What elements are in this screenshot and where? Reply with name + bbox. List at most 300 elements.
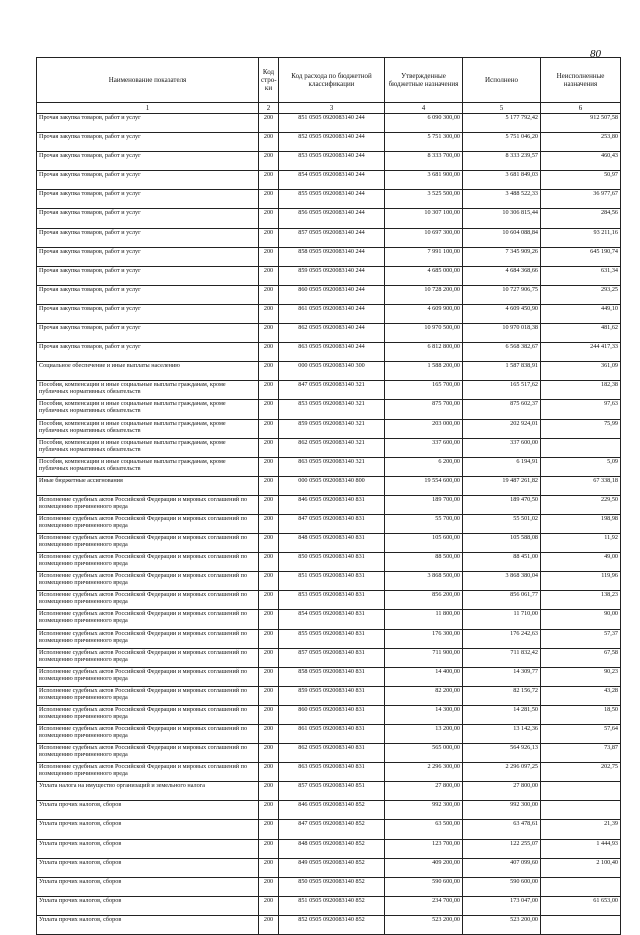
row-executed: 176 242,63 — [463, 629, 541, 648]
row-approved: 3 868 500,00 — [385, 572, 463, 591]
row-line-code: 200 — [259, 744, 279, 763]
row-approved: 19 554 600,00 — [385, 476, 463, 495]
row-approved: 189 700,00 — [385, 495, 463, 514]
table-row — [37, 839, 621, 858]
row-approved: 856 200,00 — [385, 591, 463, 610]
row-expense-code: 859 0505 0920083140 244 — [279, 266, 385, 285]
column-number: 5 — [463, 103, 541, 114]
row-line-code: 200 — [259, 285, 279, 304]
row-line-code: 200 — [259, 133, 279, 152]
row-unexecuted: 2 100,40 — [541, 858, 621, 877]
header-line-code: Код стро-ки — [259, 58, 279, 103]
row-executed: 105 588,08 — [463, 534, 541, 553]
row-executed: 590 600,00 — [463, 877, 541, 896]
row-name: Исполнение судебных актов Российской Федерации и мировых соглашений по возмещению причиненного вреда — [37, 495, 259, 514]
table-row — [37, 152, 621, 171]
row-line-code: 200 — [259, 476, 279, 495]
table-row — [37, 343, 621, 362]
table-row — [37, 400, 621, 419]
row-name: Прочая закупка товаров, работ и услуг — [37, 114, 259, 133]
row-executed: 27 800,00 — [463, 782, 541, 801]
row-unexecuted: 97,63 — [541, 400, 621, 419]
row-expense-code: 854 0505 0920083140 244 — [279, 171, 385, 190]
row-executed: 5 177 792,42 — [463, 114, 541, 133]
row-unexecuted: 119,96 — [541, 572, 621, 591]
row-unexecuted: 75,99 — [541, 419, 621, 438]
row-expense-code: 000 0505 0920083140 300 — [279, 362, 385, 381]
row-approved: 711 900,00 — [385, 648, 463, 667]
row-approved: 10 728 200,00 — [385, 285, 463, 304]
row-name: Уплата прочих налогов, сборов — [37, 858, 259, 877]
row-line-code: 200 — [259, 190, 279, 209]
row-name: Пособия, компенсации и иные социальные выплаты гражданам, кроме публичных нормативных обязательств — [37, 438, 259, 457]
row-expense-code: 863 0505 0920083140 321 — [279, 457, 385, 476]
row-executed: 63 478,61 — [463, 820, 541, 839]
row-name: Исполнение судебных актов Российской Федерации и мировых соглашений по возмещению причиненного вреда — [37, 591, 259, 610]
row-line-code: 200 — [259, 553, 279, 572]
row-name: Исполнение судебных актов Российской Федерации и мировых соглашений по возмещению причиненного вреда — [37, 514, 259, 533]
row-approved: 105 600,00 — [385, 534, 463, 553]
row-approved: 1 588 200,00 — [385, 362, 463, 381]
row-unexecuted: 11,92 — [541, 534, 621, 553]
row-approved: 88 500,00 — [385, 553, 463, 572]
table-row — [37, 495, 621, 514]
row-name: Исполнение судебных актов Российской Федерации и мировых соглашений по возмещению причиненного вреда — [37, 667, 259, 686]
row-line-code: 200 — [259, 648, 279, 667]
row-line-code: 200 — [259, 438, 279, 457]
row-unexecuted: 57,37 — [541, 629, 621, 648]
row-executed: 202 924,01 — [463, 419, 541, 438]
row-expense-code: 860 0505 0920083140 831 — [279, 705, 385, 724]
row-name: Социальное обеспечение и иные выплаты населению — [37, 362, 259, 381]
header-executed: Исполнено — [463, 58, 541, 103]
table-row — [37, 457, 621, 476]
table-row — [37, 820, 621, 839]
row-approved: 13 200,00 — [385, 725, 463, 744]
row-executed: 5 751 046,20 — [463, 133, 541, 152]
row-expense-code: 863 0505 0920083140 831 — [279, 763, 385, 782]
table-row — [37, 381, 621, 400]
row-executed: 10 970 018,38 — [463, 324, 541, 343]
row-name: Прочая закупка товаров, работ и услуг — [37, 171, 259, 190]
row-executed: 1 587 838,91 — [463, 362, 541, 381]
row-expense-code: 853 0505 0920083140 244 — [279, 152, 385, 171]
row-approved: 27 800,00 — [385, 782, 463, 801]
row-approved: 3 681 900,00 — [385, 171, 463, 190]
table-row — [37, 190, 621, 209]
row-line-code: 200 — [259, 381, 279, 400]
row-name: Уплата прочих налогов, сборов — [37, 839, 259, 858]
row-executed: 856 061,77 — [463, 591, 541, 610]
row-line-code: 200 — [259, 457, 279, 476]
row-approved: 63 500,00 — [385, 820, 463, 839]
column-number: 4 — [385, 103, 463, 114]
column-number: 3 — [279, 103, 385, 114]
row-expense-code: 858 0505 0920083140 831 — [279, 667, 385, 686]
row-unexecuted: 67 338,18 — [541, 476, 621, 495]
row-name: Пособия, компенсации и иные социальные выплаты гражданам, кроме публичных нормативных обязательств — [37, 381, 259, 400]
table-row — [37, 686, 621, 705]
row-executed: 7 345 909,26 — [463, 247, 541, 266]
row-unexecuted: 36 977,67 — [541, 190, 621, 209]
row-approved: 203 000,00 — [385, 419, 463, 438]
row-expense-code: 859 0505 0920083140 831 — [279, 686, 385, 705]
row-expense-code: 859 0505 0920083140 321 — [279, 419, 385, 438]
table-row — [37, 171, 621, 190]
row-line-code: 200 — [259, 782, 279, 801]
row-unexecuted: 229,50 — [541, 495, 621, 514]
row-line-code: 200 — [259, 171, 279, 190]
row-unexecuted: 631,34 — [541, 266, 621, 285]
row-line-code: 200 — [259, 152, 279, 171]
row-approved: 409 200,00 — [385, 858, 463, 877]
row-line-code: 200 — [259, 858, 279, 877]
row-unexecuted: 284,56 — [541, 209, 621, 228]
row-approved: 590 600,00 — [385, 877, 463, 896]
row-name: Уплата прочих налогов, сборов — [37, 915, 259, 934]
column-number: 6 — [541, 103, 621, 114]
row-name: Исполнение судебных актов Российской Федерации и мировых соглашений по возмещению причиненного вреда — [37, 572, 259, 591]
row-line-code: 200 — [259, 304, 279, 323]
row-line-code: 200 — [259, 228, 279, 247]
header-unexecuted: Неисполненные назначения — [541, 58, 621, 103]
table-row — [37, 725, 621, 744]
row-name: Уплата прочих налогов, сборов — [37, 877, 259, 896]
row-approved: 234 700,00 — [385, 896, 463, 915]
budget-execution-table — [36, 57, 621, 935]
row-name: Прочая закупка товаров, работ и услуг — [37, 190, 259, 209]
row-executed: 4 609 450,90 — [463, 304, 541, 323]
row-line-code: 200 — [259, 591, 279, 610]
table-row — [37, 266, 621, 285]
row-line-code: 200 — [259, 763, 279, 782]
row-name: Исполнение судебных актов Российской Федерации и мировых соглашений по возмещению причиненного вреда — [37, 648, 259, 667]
table-row — [37, 228, 621, 247]
row-name: Уплата прочих налогов, сборов — [37, 820, 259, 839]
row-expense-code: 850 0505 0920083140 852 — [279, 877, 385, 896]
row-line-code: 200 — [259, 820, 279, 839]
row-executed: 189 470,50 — [463, 495, 541, 514]
row-expense-code: 860 0505 0920083140 244 — [279, 285, 385, 304]
row-line-code: 200 — [259, 896, 279, 915]
row-name: Пособия, компенсации и иные социальные выплаты гражданам, кроме публичных нормативных обязательств — [37, 400, 259, 419]
table-row — [37, 534, 621, 553]
row-name: Иные бюджетные ассигнования — [37, 476, 259, 495]
table-row — [37, 610, 621, 629]
row-unexecuted: 18,50 — [541, 705, 621, 724]
row-unexecuted — [541, 915, 621, 934]
row-approved: 10 970 500,00 — [385, 324, 463, 343]
row-expense-code: 852 0505 0920083140 244 — [279, 133, 385, 152]
row-unexecuted: 1 444,93 — [541, 839, 621, 858]
row-executed: 992 300,00 — [463, 801, 541, 820]
table-row — [37, 858, 621, 877]
row-approved: 14 300,00 — [385, 705, 463, 724]
row-line-code: 200 — [259, 209, 279, 228]
row-line-code: 200 — [259, 114, 279, 133]
row-executed: 14 281,50 — [463, 705, 541, 724]
row-executed: 3 868 380,04 — [463, 572, 541, 591]
row-approved: 4 685 000,00 — [385, 266, 463, 285]
row-line-code: 200 — [259, 495, 279, 514]
row-executed: 6 194,91 — [463, 457, 541, 476]
table-row — [37, 553, 621, 572]
row-expense-code: 853 0505 0920083140 321 — [279, 400, 385, 419]
row-name: Прочая закупка товаров, работ и услуг — [37, 133, 259, 152]
row-executed: 8 333 239,57 — [463, 152, 541, 171]
row-approved: 992 300,00 — [385, 801, 463, 820]
table-row — [37, 324, 621, 343]
table-row — [37, 114, 621, 133]
row-approved: 4 609 900,00 — [385, 304, 463, 323]
row-executed: 875 602,37 — [463, 400, 541, 419]
row-expense-code: 855 0505 0920083140 244 — [279, 190, 385, 209]
row-approved: 875 700,00 — [385, 400, 463, 419]
table-row — [37, 915, 621, 934]
row-executed: 13 142,36 — [463, 725, 541, 744]
row-line-code: 200 — [259, 362, 279, 381]
row-name: Исполнение судебных актов Российской Федерации и мировых соглашений по возмещению причиненного вреда — [37, 610, 259, 629]
row-executed: 3 681 849,03 — [463, 171, 541, 190]
row-unexecuted: 90,23 — [541, 667, 621, 686]
row-line-code: 200 — [259, 400, 279, 419]
row-executed: 11 710,00 — [463, 610, 541, 629]
row-executed: 407 099,60 — [463, 858, 541, 877]
row-approved: 2 296 300,00 — [385, 763, 463, 782]
table-row — [37, 304, 621, 323]
row-expense-code: 851 0505 0920083140 244 — [279, 114, 385, 133]
row-expense-code: 854 0505 0920083140 831 — [279, 610, 385, 629]
row-name: Исполнение судебных актов Российской Федерации и мировых соглашений по возмещению причиненного вреда — [37, 553, 259, 572]
row-executed: 88 451,00 — [463, 553, 541, 572]
row-expense-code: 858 0505 0920083140 244 — [279, 247, 385, 266]
row-approved: 8 333 700,00 — [385, 152, 463, 171]
row-unexecuted — [541, 438, 621, 457]
row-expense-code: 851 0505 0920083140 852 — [279, 896, 385, 915]
row-executed: 19 487 261,82 — [463, 476, 541, 495]
row-unexecuted — [541, 782, 621, 801]
table-row — [37, 438, 621, 457]
row-name: Прочая закупка товаров, работ и услуг — [37, 228, 259, 247]
row-expense-code: 857 0505 0920083140 831 — [279, 648, 385, 667]
row-line-code: 200 — [259, 686, 279, 705]
row-unexecuted: 90,00 — [541, 610, 621, 629]
row-unexecuted: 182,38 — [541, 381, 621, 400]
header-approved: Утвержденные бюджетные назначения — [385, 58, 463, 103]
row-line-code: 200 — [259, 266, 279, 285]
row-approved: 14 400,00 — [385, 667, 463, 686]
row-executed: 564 926,13 — [463, 744, 541, 763]
row-executed: 10 604 088,84 — [463, 228, 541, 247]
row-expense-code: 000 0505 0920083140 800 — [279, 476, 385, 495]
row-name: Исполнение судебных актов Российской Федерации и мировых соглашений по возмещению причиненного вреда — [37, 686, 259, 705]
row-name: Уплата налога на имущество организаций и земельного налога — [37, 782, 259, 801]
row-expense-code: 847 0505 0920083140 321 — [279, 381, 385, 400]
row-executed: 711 832,42 — [463, 648, 541, 667]
column-number: 2 — [259, 103, 279, 114]
row-approved: 176 300,00 — [385, 629, 463, 648]
column-number: 1 — [37, 103, 259, 114]
table-body — [37, 114, 621, 935]
row-name: Уплата прочих налогов, сборов — [37, 801, 259, 820]
table-row — [37, 629, 621, 648]
row-expense-code: 862 0505 0920083140 831 — [279, 744, 385, 763]
row-line-code: 200 — [259, 572, 279, 591]
row-unexecuted: 73,87 — [541, 744, 621, 763]
row-unexecuted: 138,23 — [541, 591, 621, 610]
row-executed: 14 309,77 — [463, 667, 541, 686]
row-line-code: 200 — [259, 419, 279, 438]
row-expense-code: 857 0505 0920083140 851 — [279, 782, 385, 801]
row-expense-code: 861 0505 0920083140 831 — [279, 725, 385, 744]
row-unexecuted: 460,43 — [541, 152, 621, 171]
table-row — [37, 133, 621, 152]
row-unexecuted: 645 190,74 — [541, 247, 621, 266]
row-expense-code: 852 0505 0920083140 852 — [279, 915, 385, 934]
page-number: 80 — [590, 48, 601, 60]
table-row — [37, 744, 621, 763]
row-name: Прочая закупка товаров, работ и услуг — [37, 209, 259, 228]
row-approved: 337 600,00 — [385, 438, 463, 457]
row-name: Исполнение судебных актов Российской Федерации и мировых соглашений по возмещению причиненного вреда — [37, 534, 259, 553]
row-line-code: 200 — [259, 629, 279, 648]
row-unexecuted: 481,62 — [541, 324, 621, 343]
table-row — [37, 419, 621, 438]
row-unexecuted: 253,80 — [541, 133, 621, 152]
table-row — [37, 877, 621, 896]
row-expense-code: 861 0505 0920083140 244 — [279, 304, 385, 323]
row-line-code: 200 — [259, 877, 279, 896]
row-name: Исполнение судебных актов Российской Федерации и мировых соглашений по возмещению причиненного вреда — [37, 763, 259, 782]
row-executed: 55 501,02 — [463, 514, 541, 533]
row-expense-code: 853 0505 0920083140 831 — [279, 591, 385, 610]
row-executed: 3 488 522,33 — [463, 190, 541, 209]
row-expense-code: 862 0505 0920083140 244 — [279, 324, 385, 343]
row-expense-code: 847 0505 0920083140 831 — [279, 514, 385, 533]
row-name: Прочая закупка товаров, работ и услуг — [37, 247, 259, 266]
row-name: Прочая закупка товаров, работ и услуг — [37, 343, 259, 362]
row-expense-code: 851 0505 0920083140 831 — [279, 572, 385, 591]
row-executed: 10 727 906,75 — [463, 285, 541, 304]
row-unexecuted: 5,09 — [541, 457, 621, 476]
row-name: Пособия, компенсации и иные социальные выплаты гражданам, кроме публичных нормативных обязательств — [37, 457, 259, 476]
row-unexecuted: 361,09 — [541, 362, 621, 381]
row-expense-code: 850 0505 0920083140 831 — [279, 553, 385, 572]
row-unexecuted — [541, 801, 621, 820]
row-unexecuted: 912 507,58 — [541, 114, 621, 133]
row-expense-code: 848 0505 0920083140 852 — [279, 839, 385, 858]
row-executed: 337 600,00 — [463, 438, 541, 457]
row-executed: 122 255,07 — [463, 839, 541, 858]
table-row — [37, 514, 621, 533]
row-approved: 10 697 300,00 — [385, 228, 463, 247]
row-unexecuted: 61 653,00 — [541, 896, 621, 915]
row-unexecuted: 67,58 — [541, 648, 621, 667]
row-approved: 523 200,00 — [385, 915, 463, 934]
row-unexecuted — [541, 877, 621, 896]
row-expense-code: 849 0505 0920083140 852 — [279, 858, 385, 877]
row-unexecuted: 244 417,33 — [541, 343, 621, 362]
row-name: Исполнение судебных актов Российской Федерации и мировых соглашений по возмещению причиненного вреда — [37, 725, 259, 744]
table-row — [37, 667, 621, 686]
row-expense-code: 863 0505 0920083140 244 — [279, 343, 385, 362]
row-executed: 165 517,62 — [463, 381, 541, 400]
table-row — [37, 362, 621, 381]
row-approved: 55 700,00 — [385, 514, 463, 533]
table-row — [37, 782, 621, 801]
row-expense-code: 862 0505 0920083140 321 — [279, 438, 385, 457]
row-unexecuted: 43,28 — [541, 686, 621, 705]
row-expense-code: 856 0505 0920083140 244 — [279, 209, 385, 228]
row-name: Уплата прочих налогов, сборов — [37, 896, 259, 915]
row-unexecuted: 49,00 — [541, 553, 621, 572]
row-unexecuted: 57,64 — [541, 725, 621, 744]
row-approved: 565 000,00 — [385, 744, 463, 763]
row-name: Пособия, компенсации и иные социальные выплаты гражданам, кроме публичных нормативных обязательств — [37, 419, 259, 438]
table-row — [37, 285, 621, 304]
row-unexecuted: 93 211,16 — [541, 228, 621, 247]
table-row — [37, 896, 621, 915]
row-executed: 4 684 368,66 — [463, 266, 541, 285]
row-line-code: 200 — [259, 324, 279, 343]
row-approved: 11 800,00 — [385, 610, 463, 629]
row-executed: 6 568 382,67 — [463, 343, 541, 362]
table-row — [37, 763, 621, 782]
row-executed: 82 156,72 — [463, 686, 541, 705]
row-expense-code: 846 0505 0920083140 852 — [279, 801, 385, 820]
row-name: Исполнение судебных актов Российской Федерации и мировых соглашений по возмещению причиненного вреда — [37, 629, 259, 648]
row-executed: 10 306 815,44 — [463, 209, 541, 228]
table-row — [37, 247, 621, 266]
row-unexecuted: 50,97 — [541, 171, 621, 190]
header-name: Наименование показателя — [37, 58, 259, 103]
row-name: Прочая закупка товаров, работ и услуг — [37, 152, 259, 171]
row-approved: 165 700,00 — [385, 381, 463, 400]
row-approved: 6 090 300,00 — [385, 114, 463, 133]
row-approved: 3 525 500,00 — [385, 190, 463, 209]
row-expense-code: 857 0505 0920083140 244 — [279, 228, 385, 247]
row-line-code: 200 — [259, 705, 279, 724]
row-line-code: 200 — [259, 801, 279, 820]
row-line-code: 200 — [259, 839, 279, 858]
row-name: Прочая закупка товаров, работ и услуг — [37, 304, 259, 323]
table-row — [37, 476, 621, 495]
row-executed: 523 200,00 — [463, 915, 541, 934]
row-approved: 123 700,00 — [385, 839, 463, 858]
table-row — [37, 648, 621, 667]
row-expense-code: 846 0505 0920083140 831 — [279, 495, 385, 514]
row-name: Прочая закупка товаров, работ и услуг — [37, 266, 259, 285]
row-expense-code: 848 0505 0920083140 831 — [279, 534, 385, 553]
row-line-code: 200 — [259, 247, 279, 266]
row-line-code: 200 — [259, 725, 279, 744]
row-name: Исполнение судебных актов Российской Федерации и мировых соглашений по возмещению причиненного вреда — [37, 744, 259, 763]
row-approved: 10 307 100,00 — [385, 209, 463, 228]
row-unexecuted: 21,39 — [541, 820, 621, 839]
table-row — [37, 801, 621, 820]
header-expense-code: Код расхода по бюджетной классификации — [279, 58, 385, 103]
row-line-code: 200 — [259, 534, 279, 553]
row-approved: 6 812 800,00 — [385, 343, 463, 362]
row-line-code: 200 — [259, 343, 279, 362]
row-unexecuted: 198,98 — [541, 514, 621, 533]
table-row — [37, 705, 621, 724]
row-executed: 2 296 097,25 — [463, 763, 541, 782]
row-name: Исполнение судебных актов Российской Федерации и мировых соглашений по возмещению причиненного вреда — [37, 705, 259, 724]
row-executed: 173 047,00 — [463, 896, 541, 915]
row-unexecuted: 202,75 — [541, 763, 621, 782]
row-name: Прочая закупка товаров, работ и услуг — [37, 285, 259, 304]
